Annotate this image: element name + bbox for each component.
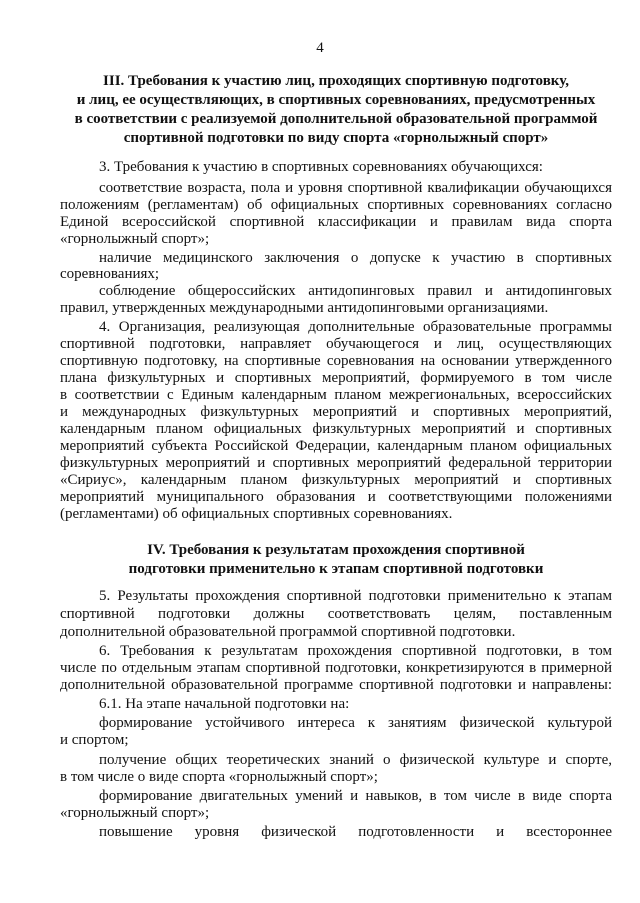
paragraph-line: формирование двигательных умений и навыков, в том числе в виде спорта — [99, 788, 612, 804]
paragraph-line: календарным планом официальных физкультурных мероприятий и спортивных — [60, 421, 612, 437]
paragraph-line: формирование устойчивого интереса к занятиям физической культурой — [99, 715, 612, 731]
paragraph-line: в том числе о виде спорта «горнолыжный спорт»; — [60, 769, 378, 785]
paragraph-line: положениям (регламентам) об официальных спортивных соревнованиях согласно — [60, 197, 612, 213]
paragraph-line: «горнолыжный спорт»; — [60, 805, 210, 821]
heading-line: спортивной подготовки по виду спорта «горнолыжный спорт» — [123, 130, 549, 146]
paragraph-line: и спортом; — [60, 732, 129, 748]
section-4-heading — [60, 541, 612, 579]
heading-line: в соответствии с реализуемой дополнительной образовательной программой — [74, 111, 598, 127]
paragraph-line: соответствие возраста, пола и уровня спортивной квалификации обучающихся — [99, 180, 612, 196]
paragraph-line: числе по отдельным этапам спортивной подготовки, конкретизируются в примерной — [60, 660, 612, 676]
paragraph-line: физкультурных мероприятий и спортивных мероприятий федеральной территории — [60, 455, 612, 471]
heading-line: и лиц, ее осуществляющих, в спортивных соревнованиях, предусмотренных — [76, 92, 596, 108]
paragraph-line: 5. Результаты прохождения спортивной подготовки применительно к этапам — [99, 588, 612, 604]
paragraph-line: мероприятий муниципального образования и соответствующими положениями — [60, 489, 612, 505]
heading-line: IV. Требования к результатам прохождения спортивной — [147, 542, 525, 558]
paragraph-line: правил, утвержденных международными антидопинговыми организациями. — [60, 300, 549, 316]
paragraph-line: дополнительной образовательной программой спортивной подготовки. — [60, 624, 516, 640]
paragraph-line: спортивной подготовки, направляет обучающегося и лиц, осуществляющих — [60, 336, 612, 352]
section-3-heading — [60, 72, 612, 148]
paragraph-line: в соответствии с Единым календарным планом межрегиональных, всероссийских — [60, 387, 612, 403]
paragraph-line: спортивную подготовку, на спортивные соревнования на основании утвержденного — [60, 353, 612, 369]
paragraph-line: 4. Организация, реализующая дополнительные образовательные программы — [99, 319, 612, 335]
paragraph-line: Единой всероссийской спортивной классификации и правилам вида спорта — [60, 214, 612, 230]
paragraph-line: дополнительной образовательной программе спортивной подготовки и направлены: — [60, 677, 612, 693]
paragraph-line: «Сириус», календарным планом физкультурных мероприятий и спортивных — [60, 472, 612, 488]
heading-line: подготовки применительно к этапам спортивной подготовки — [128, 561, 544, 577]
heading-line: III. Требования к участию лиц, проходящих спортивную подготовку, — [103, 73, 569, 89]
paragraph-line: и международных физкультурных мероприятий и спортивных мероприятий, — [60, 404, 612, 420]
paragraph-line: наличие медицинского заключения о допуске к участию в спортивных — [99, 250, 612, 266]
paragraph-line: спортивной подготовки должны соответствовать целям, поставленным — [60, 606, 612, 622]
paragraph-line: мероприятий субъекта Российской Федерации, календарным планом официальных — [60, 438, 612, 454]
paragraph-line: «горнолыжный спорт»; — [60, 231, 210, 247]
paragraph-line: плана физкультурных и спортивных мероприятий, формируемого в том числе — [60, 370, 612, 386]
paragraph-line: 6. Требования к результатам прохождения спортивной подготовки, в том — [99, 643, 612, 659]
paragraph-line: 3. Требования к участию в спортивных соревнованиях обучающихся: — [99, 159, 543, 175]
paragraph-line: соревнованиях; — [60, 266, 160, 282]
paragraph-line: получение общих теоретических знаний о физической культуре и спорте, — [99, 752, 612, 768]
paragraph-line: повышение уровня физической подготовленности и всестороннее — [99, 824, 612, 840]
paragraph-line: соблюдение общероссийских антидопинговых правил и антидопинговых — [99, 283, 612, 299]
paragraph-line: (регламентами) об официальных спортивных соревнованиях. — [60, 506, 453, 522]
page-number: 4 — [316, 40, 324, 56]
paragraph-line: 6.1. На этапе начальной подготовки на: — [99, 696, 350, 712]
